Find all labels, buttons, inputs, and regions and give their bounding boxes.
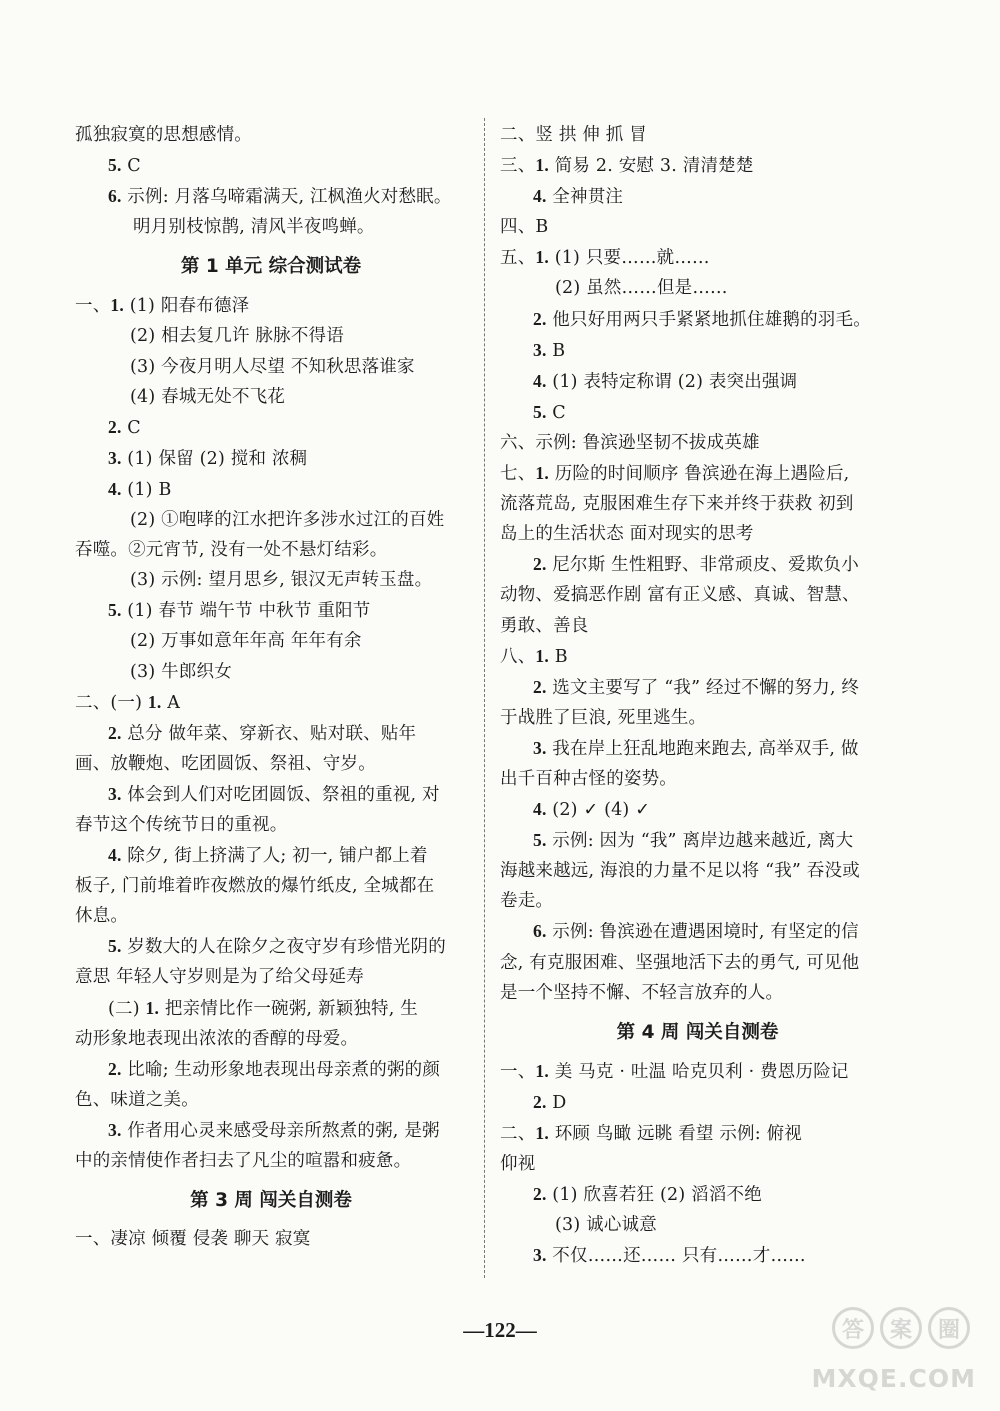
answer-line: 2. (1) 欣喜若狂 (2) 滔滔不绝	[533, 1184, 762, 1206]
answer-line: 2. 尼尔斯 生性粗野、非常顽皮、爱欺负小	[533, 554, 859, 576]
answer-line: 3. B	[533, 339, 566, 361]
answer-line: 6. 示例: 月落乌啼霜满天, 江枫渔火对愁眠。	[108, 186, 452, 208]
answer-line: 3. 体会到人们对吃团圆饭、祭祖的重视, 对	[108, 783, 440, 805]
answer-line: 2. 比喻; 生动形象地表现出母亲煮的粥的颜	[108, 1058, 441, 1080]
answer-line: 二、(一) 1. A	[75, 691, 181, 713]
answer-line: 海越来越远, 海浪的力量不足以将 “我” 吞没或	[500, 861, 860, 882]
answer-line: (2) 万事如意年年高 年年有余	[130, 631, 362, 652]
answer-line: 4. (1) B	[108, 478, 172, 500]
answer-line: 3. 不仅……还…… 只有……才……	[533, 1245, 806, 1267]
answer-line: 一、凄凉 倾覆 侵袭 聊天 寂寞	[75, 1229, 311, 1250]
answer-line: (4) 春城无处不飞花	[130, 386, 286, 407]
answer-line: 6. 示例: 鲁滨逊在遭遇困境时, 有坚定的信	[533, 921, 859, 943]
watermark-char: 圈	[928, 1307, 970, 1349]
left-column	[75, 120, 467, 1254]
answer-line: (3) 今夜月明人尽望 不知秋思落谁家	[130, 356, 415, 377]
section-heading: 第 1 单元 综合测试卷	[180, 256, 362, 278]
answer-line: 孤独寂寞的思想感情。	[75, 125, 252, 145]
answer-line: 动物、爱搞恶作剧 富有正义感、真诚、智慧、	[500, 585, 860, 606]
answer-line: 流落荒岛, 克服困难生存下来并终于获救 初到	[500, 494, 854, 515]
answer-line: 休息。	[75, 906, 129, 927]
answer-line: 出千百种古怪的姿势。	[500, 768, 677, 789]
answer-line: 一、1. (1) 阳春布德泽	[75, 295, 250, 317]
answer-line: 卷走。	[500, 891, 554, 912]
answer-line: 勇敢、善良	[500, 615, 589, 636]
answer-line: 二、竖 拱 伸 抓 冒	[500, 125, 647, 145]
answer-line: 板子, 门前堆着昨夜燃放的爆竹纸皮, 全城都在	[75, 876, 435, 897]
answer-line: 3. 我在岸上狂乱地跑来跑去, 高举双手, 做	[533, 737, 859, 759]
answer-line: 5. 岁数大的人在除夕之夜守岁有珍惜光阴的	[108, 936, 446, 958]
answer-line: 一、1. 美 马克 · 吐温 哈克贝利 · 费恩历险记	[500, 1060, 849, 1082]
answer-line: 六、示例: 鲁滨逊坚韧不拔成英雄	[500, 432, 760, 453]
section-heading: 第 4 周 闯关自测卷	[616, 1021, 779, 1043]
answer-line: 是一个坚持不懈、不轻言放弃的人。	[500, 982, 784, 1003]
answer-line: 仰视	[500, 1154, 536, 1174]
answer-line: 明月别枝惊鹊, 清风半夜鸣蝉。	[133, 217, 375, 238]
watermark-char: 案	[880, 1307, 922, 1349]
right-column	[500, 120, 895, 1271]
answer-line: 四、B	[500, 217, 549, 238]
section-heading: 第 3 周 闯关自测卷	[190, 1190, 352, 1212]
answer-line: 3. (1) 保留 (2) 搅和 浓稠	[108, 447, 308, 469]
answer-line: 七、1. 历险的时间顺序 鲁滨逊在海上遇险后,	[500, 463, 850, 485]
answer-line: 2. C	[108, 416, 141, 438]
answer-line: (3) 示例: 望月思乡, 银汉无声转玉盘。	[130, 570, 433, 591]
watermark-logo	[786, 1307, 976, 1393]
answer-line: 意思 年轻人守岁则是为了给父母延寿	[75, 967, 364, 988]
answer-line: 动形象地表现出浓浓的香醇的母爱。	[75, 1028, 359, 1049]
answer-line: 色、味道之美。	[75, 1089, 199, 1110]
answer-line: 4. (1) 表特定称谓 (2) 表突出强调	[533, 370, 798, 392]
answer-line: 2. 选文主要写了 “我” 经过不懈的努力, 终	[533, 676, 860, 698]
answer-line: (2) 虽然……但是……	[555, 278, 728, 299]
answer-line: 五、1. (1) 只要……就……	[500, 247, 710, 269]
answer-line: 4. 全神贯注	[533, 186, 624, 208]
answer-line: 4. 除夕, 街上挤满了人; 初一, 铺户都上着	[108, 845, 428, 867]
answer-line: 念, 有克服困难、坚强地活下去的勇气, 可见他	[500, 952, 860, 973]
answer-line: 5. 示例: 因为 “我” 离岸边越来越近, 离大	[533, 830, 854, 852]
answer-line: (3) 牛郎织女	[130, 661, 232, 682]
answer-line: (3) 诚心诚意	[555, 1215, 657, 1236]
answer-line: (二) 1. 把亲情比作一碗粥, 新颖独特, 生	[108, 997, 418, 1019]
answer-line: 春节这个传统节日的重视。	[75, 814, 288, 835]
answer-line: 2. 他只好用两只手紧紧地抓住雄鹅的羽毛。	[533, 308, 871, 330]
answer-line: 5. (1) 春节 端午节 中秋节 重阳节	[108, 600, 371, 622]
answer-line: 3. 作者用心灵来感受母亲所熬煮的粥, 是粥	[108, 1119, 440, 1141]
page-number: —122—	[463, 1318, 537, 1342]
answer-line: 4. (2) ✓ (4) ✓	[533, 799, 651, 821]
answer-line: 岛上的生活状态 面对现实的思考	[500, 524, 754, 545]
answer-line: 吞噬。②元宵节, 没有一处不悬灯结彩。	[75, 540, 388, 561]
answer-line: 2. D	[533, 1091, 567, 1113]
answer-line: 5. C	[108, 155, 141, 177]
answer-line: 于战胜了巨浪, 死里逃生。	[500, 707, 707, 728]
answer-line: (2) 相去复几许 脉脉不得语	[130, 326, 344, 347]
column-divider	[484, 118, 485, 1278]
answer-line: 中的亲情使作者扫去了凡尘的喧嚣和疲惫。	[75, 1151, 412, 1171]
answer-line: 5. C	[533, 401, 566, 423]
answer-line: 画、放鞭炮、吃团圆饭、祭祖、守岁。	[75, 753, 376, 774]
answer-line: 三、1. 简易 2. 安慰 3. 清清楚楚	[500, 155, 754, 177]
answer-line: (2) ①咆哮的江水把许多涉水过江的百姓	[130, 510, 445, 531]
answer-line: 八、1. B	[500, 645, 568, 667]
answer-line: 二、1. 环顾 鸟瞰 远眺 看望 示例: 俯视	[500, 1122, 803, 1144]
watermark-char: 答	[832, 1307, 874, 1349]
watermark-url: MXQE.COM	[811, 1364, 976, 1393]
answer-line: 2. 总分 做年菜、穿新衣、贴对联、贴年	[108, 722, 417, 744]
